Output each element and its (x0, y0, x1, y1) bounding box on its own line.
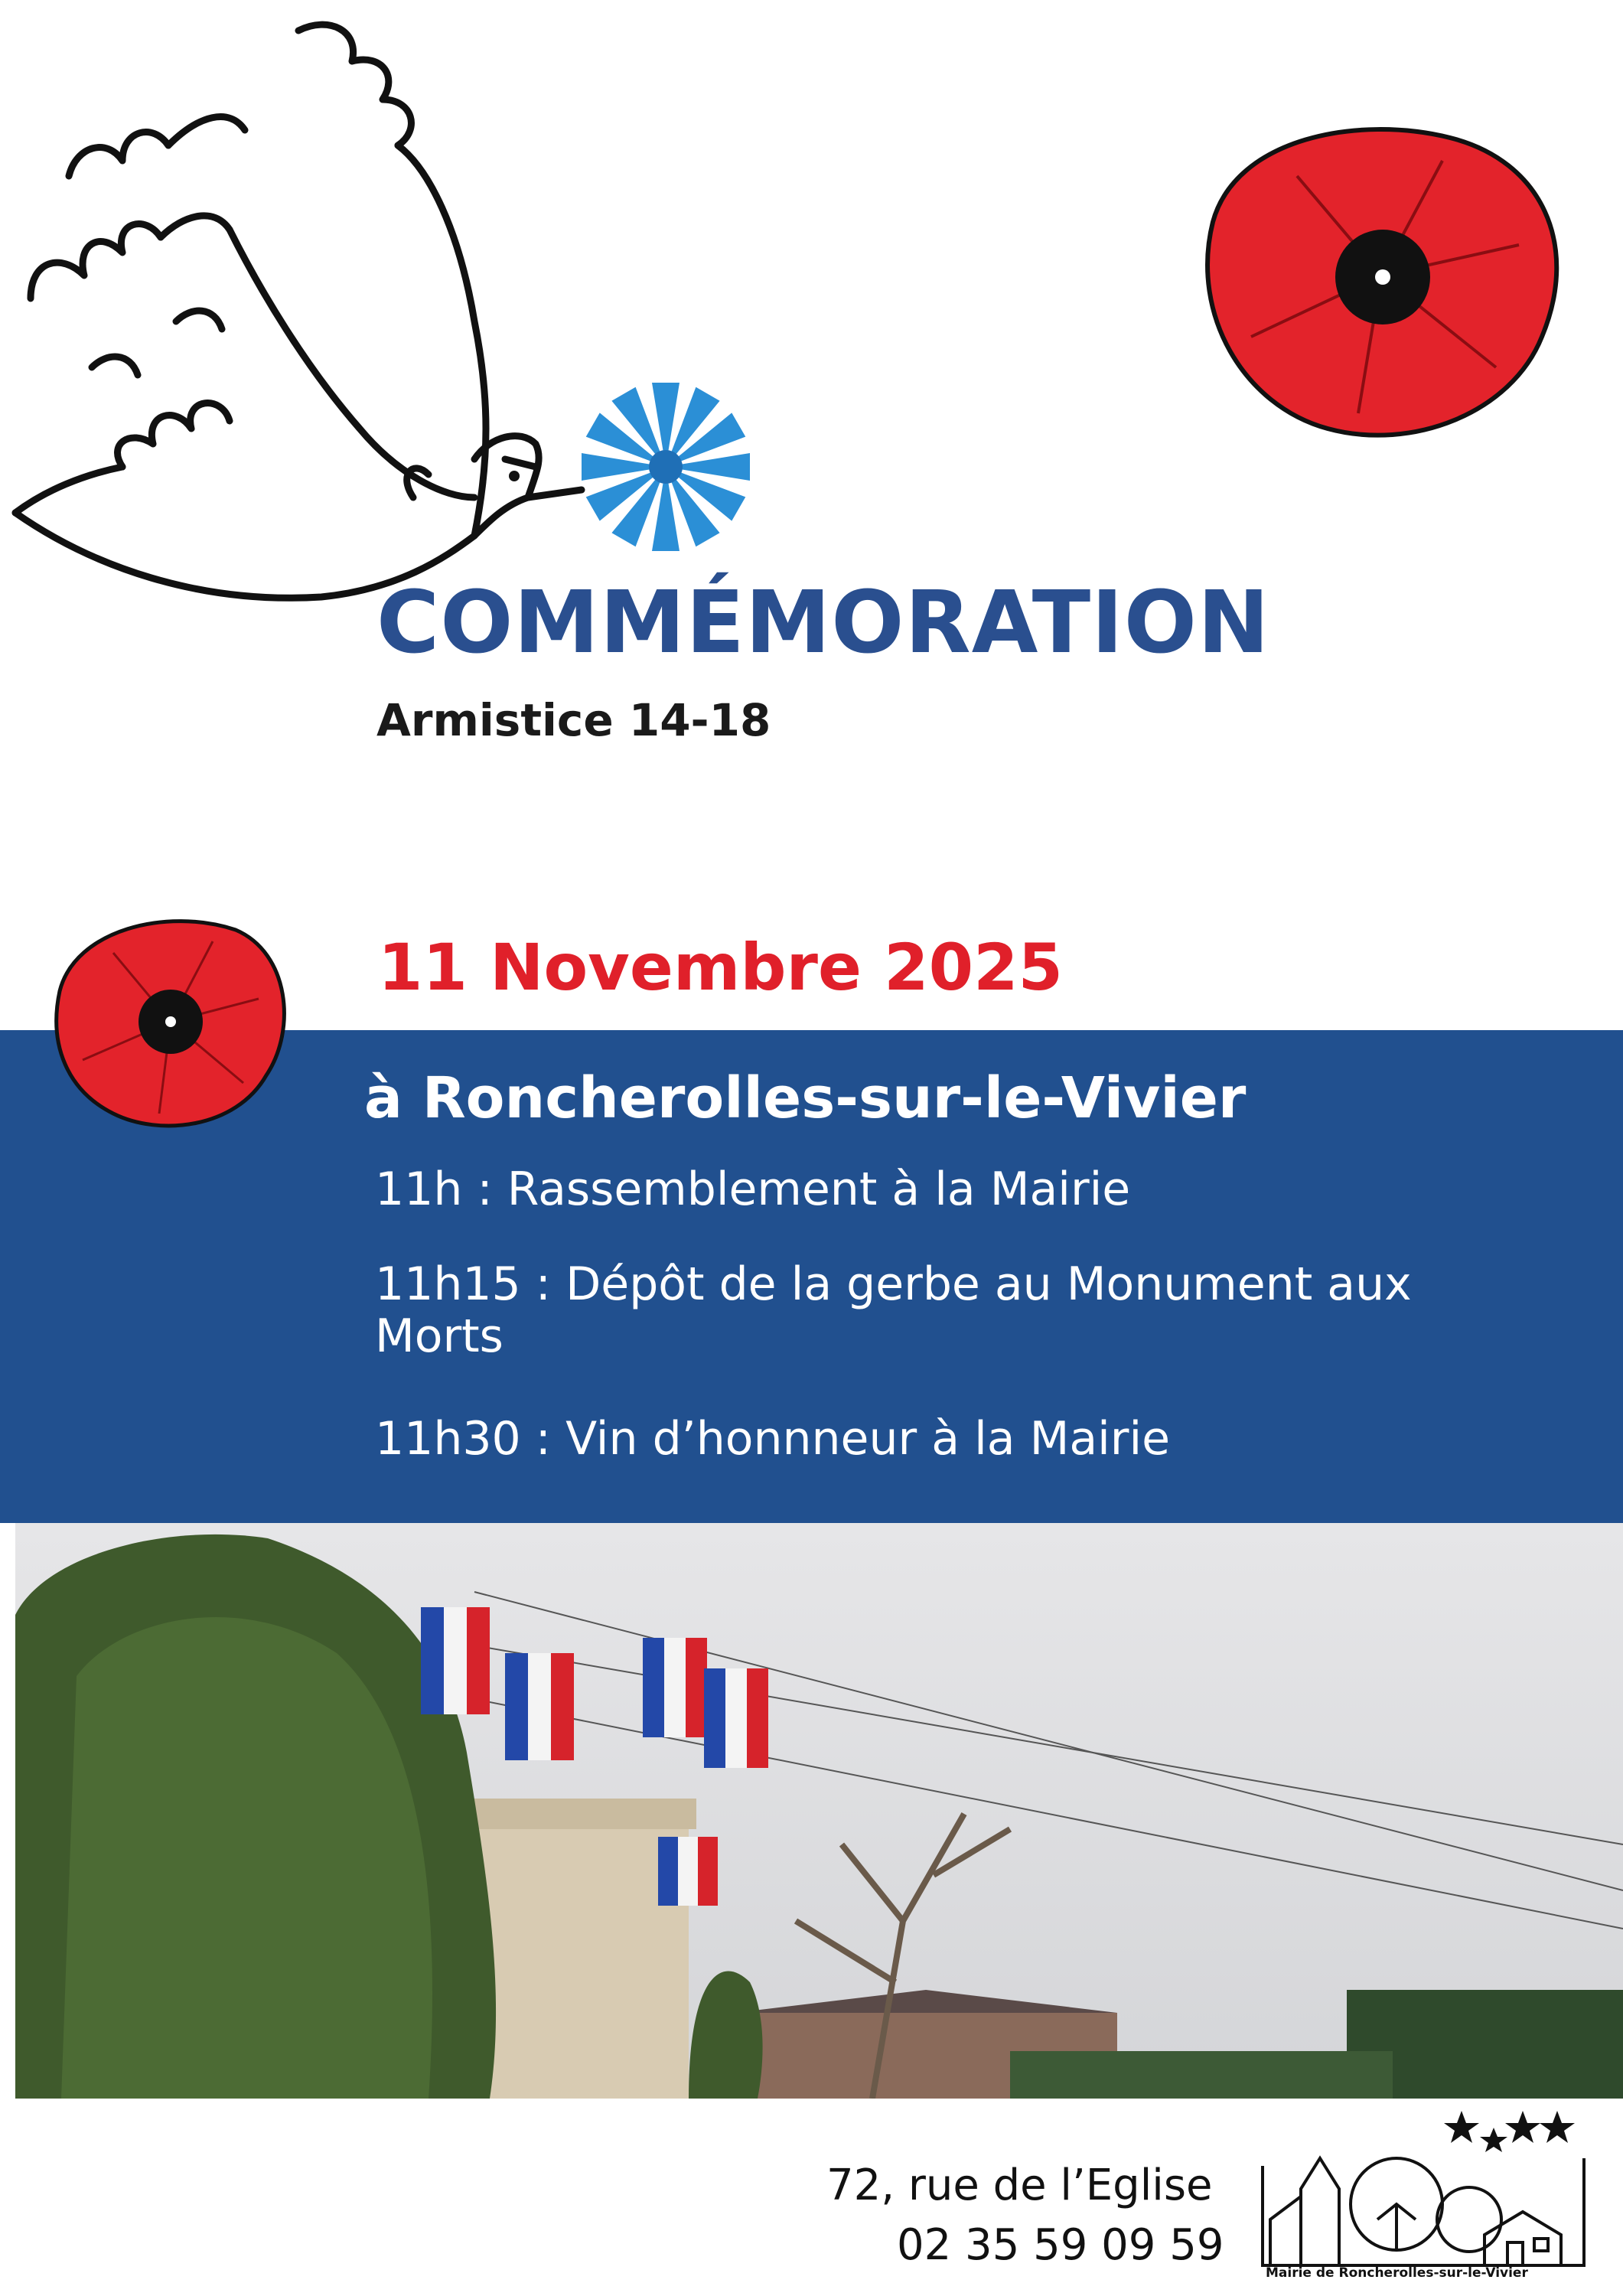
address: 72, rue de l’Eglise (826, 2161, 1213, 2210)
subtitle: Armistice 14-18 (376, 694, 771, 746)
poppy-icon (1182, 107, 1572, 452)
logo-caption: Mairie de Roncherolles-sur-le-Vivier (1266, 2265, 1528, 2281)
event-date: 11 Novembre 2025 (378, 930, 1063, 1005)
schedule-item: 11h15 : Dépôt de la gerbe au Monument aux Morts (375, 1257, 1412, 1363)
cornflower-icon (582, 383, 750, 551)
poppy-icon (44, 907, 289, 1137)
mairie-logo (1255, 2105, 1592, 2281)
dove-illustration (0, 0, 765, 643)
schedule-item: 11h30 : Vin d’honnneur à la Mairie (375, 1412, 1171, 1466)
star-icon (1444, 2111, 1575, 2152)
memorial-photo (15, 1523, 1623, 2099)
phone-number: 02 35 59 09 59 (897, 2220, 1224, 2270)
page-title: COMMÉMORATION (376, 573, 1270, 673)
schedule-item: 11h : Rassemblement à la Mairie (375, 1163, 1131, 1216)
event-location: à Roncherolles-sur-le-Vivier (364, 1065, 1247, 1131)
